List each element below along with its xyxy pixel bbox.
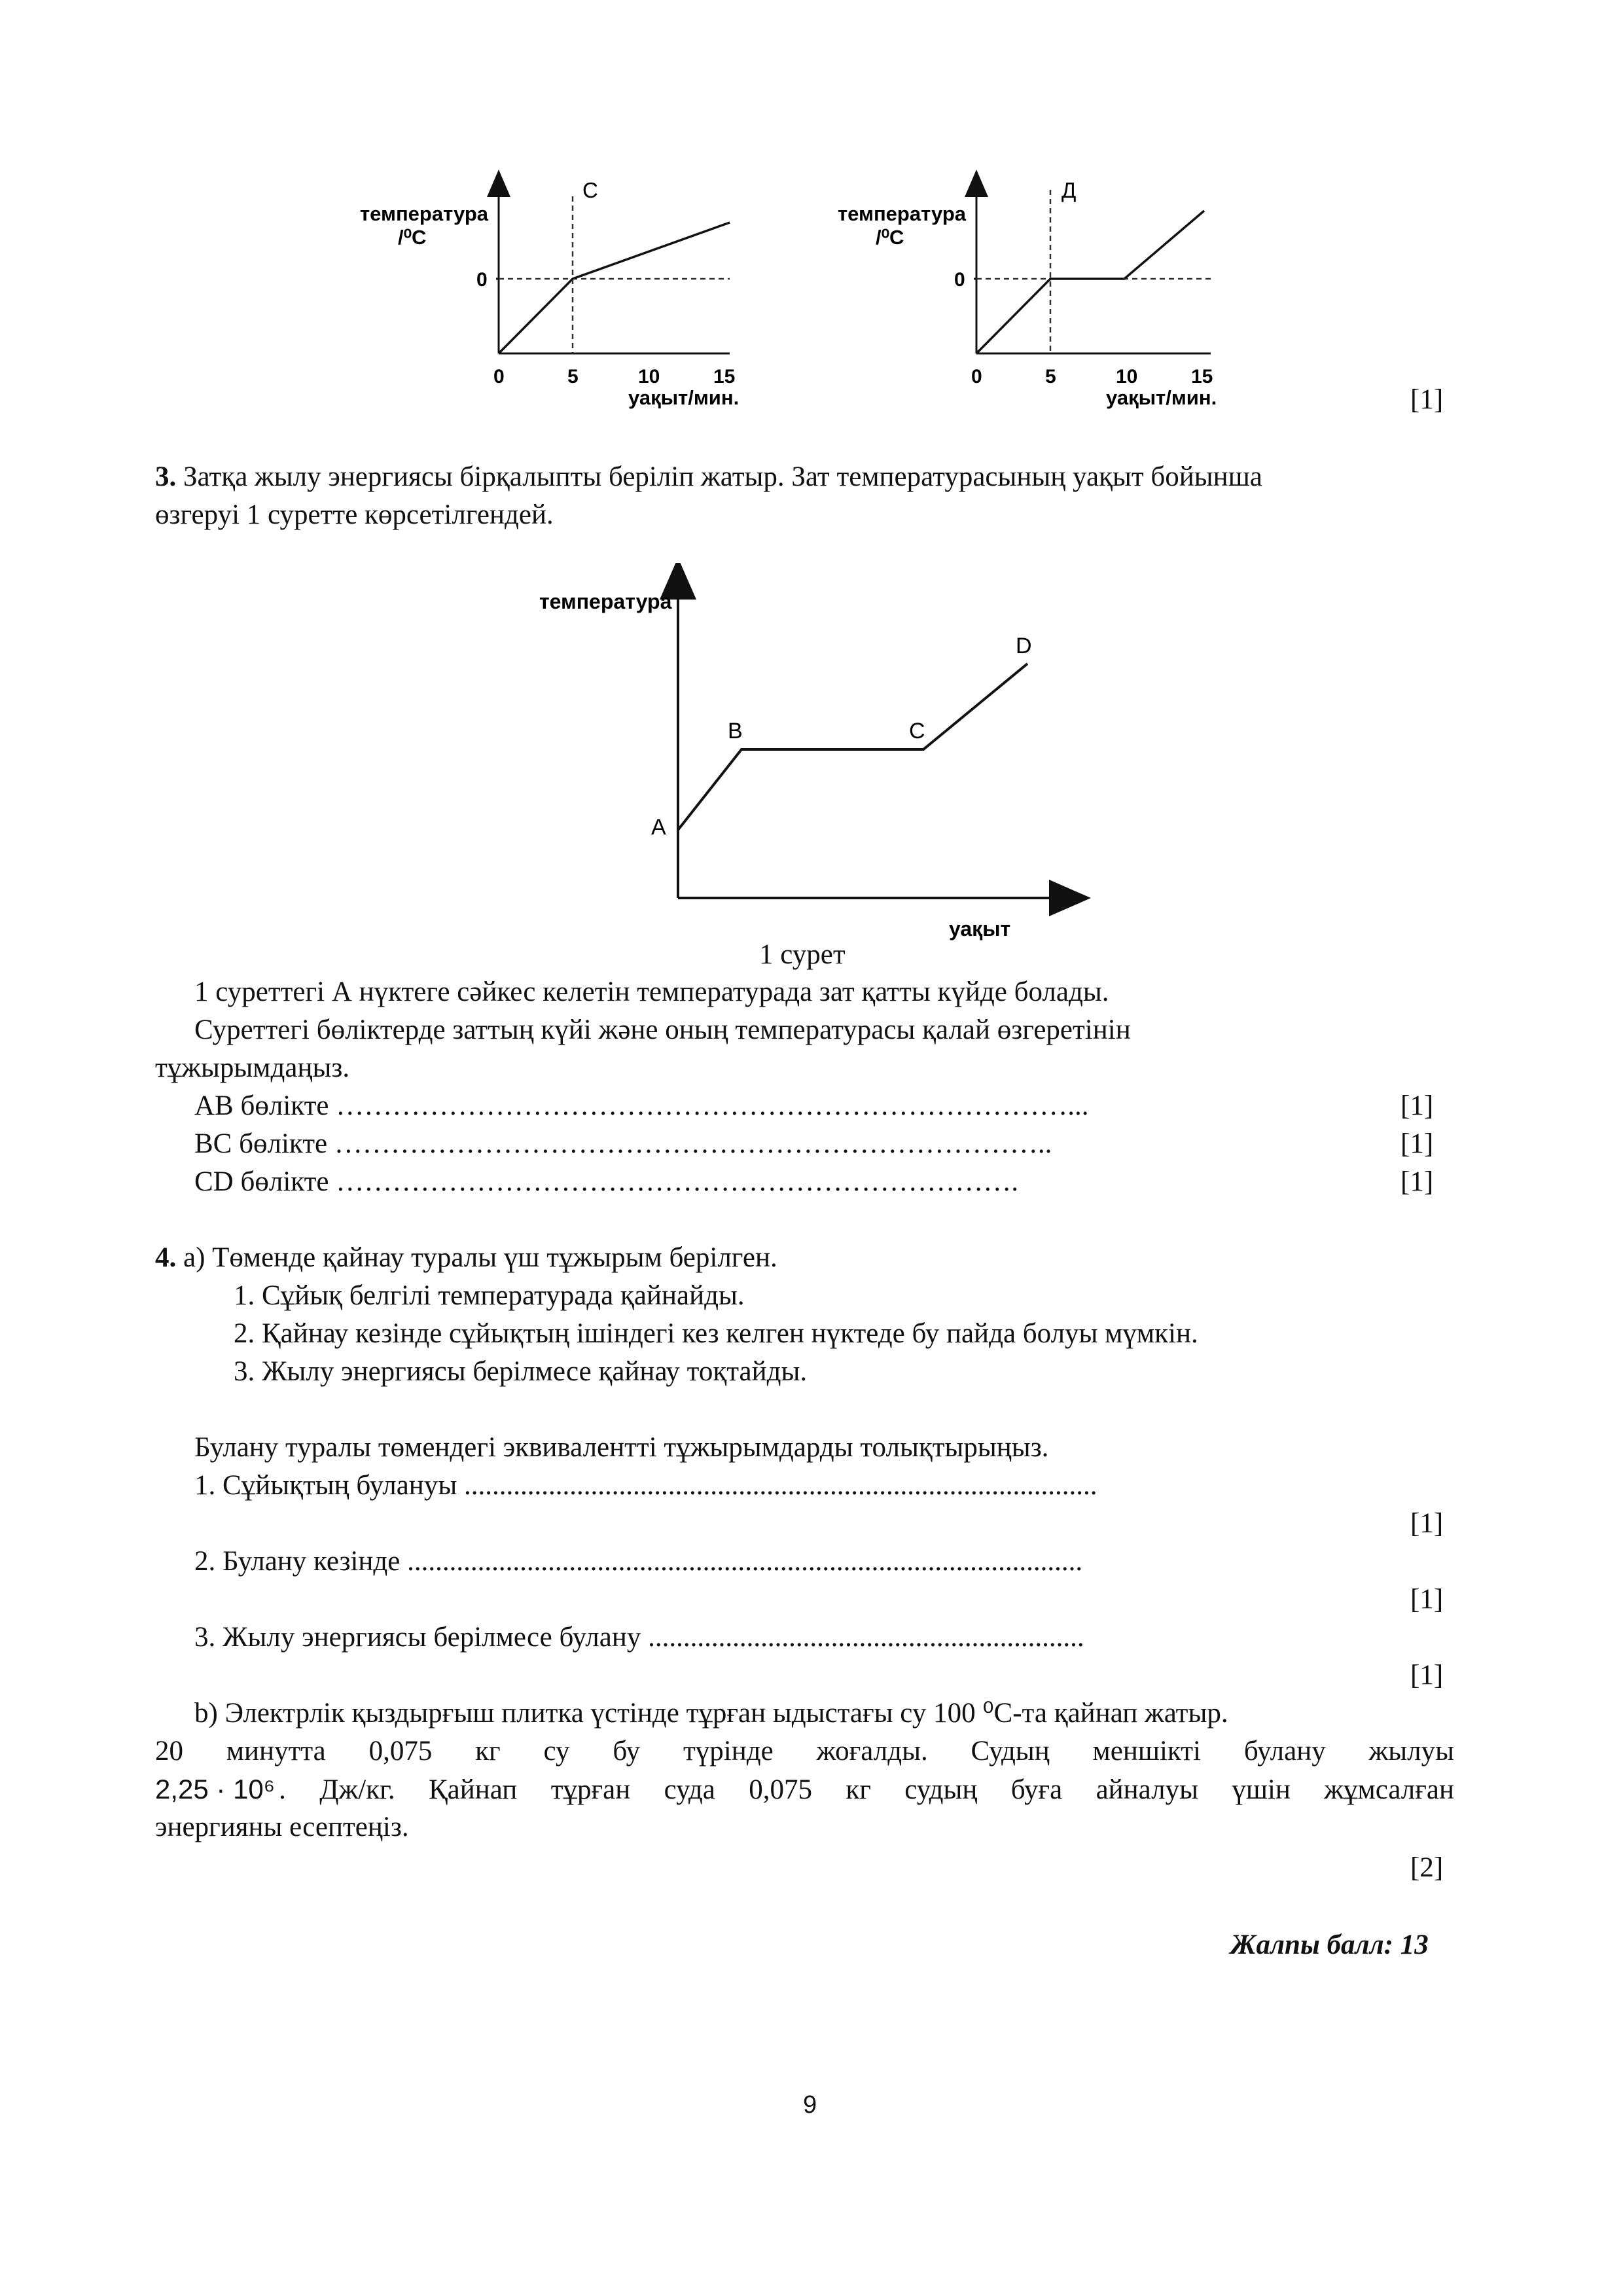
q3-row-cd-mark: [1]	[1400, 1166, 1434, 1197]
graph-right-xtick-5: 5	[1045, 366, 1056, 387]
q4-b-mark: [2]	[1410, 1852, 1444, 1883]
q3-text-line1: Затқа жылу энергиясы бірқалыпты беріліп жатыр. Зат температурасының уақыт бойынша	[183, 461, 1262, 492]
figure-1-ylabel: температура	[539, 590, 672, 613]
q3-row-ab: AB бөлікте ……………………………………………………………………...	[194, 1090, 1089, 1121]
q3-row-ab-mark: [1]	[1400, 1090, 1434, 1121]
figure-1	[524, 563, 1113, 942]
q3-row-bc: BC бөлікте …………………………………………………………………..	[194, 1128, 1052, 1159]
q4-evap-item-3: 3. Жылу энергиясы берілмесе булану ..............................................................	[194, 1622, 1084, 1653]
q4-evap-item-1-mark: [1]	[1410, 1508, 1444, 1539]
q4-statement-1: 1. Сұйық белгілі температурада қайнайды.	[234, 1280, 745, 1311]
graph-left-xtick-0: 0	[493, 366, 505, 387]
q4-evap-item-1: 1. Сұйықтың булануы ..........................................................................................	[194, 1470, 1097, 1501]
q4-b-formula: 2,25 · 10⁶	[155, 1774, 276, 1804]
figure-1-point-a: A	[651, 815, 666, 840]
q3-row-bc-mark: [1]	[1400, 1128, 1434, 1159]
q4-intro: а) Төменде қайнау туралы үш тұжырым берілген.	[183, 1242, 777, 1273]
graph-left-xtick-5: 5	[567, 366, 579, 387]
q4-number: 4.	[155, 1242, 177, 1273]
q3-para2-line2: тұжырымдаңыз.	[155, 1052, 350, 1083]
q4-b-line1: b) Электрлік қыздырғыш плитка үстінде тұрған ыдыстағы су 100 ⁰С-та қайнап жатыр.	[194, 1698, 1228, 1729]
q3-number: 3.	[155, 461, 177, 492]
graph-right-xtick-10: 10	[1116, 366, 1138, 387]
graph-right-xlabel: уақыт/мин.	[1106, 386, 1217, 409]
graph-right-ylabel-1: температура	[838, 202, 967, 225]
figure-1-point-c: C	[909, 719, 925, 744]
graphs-mark: [1]	[1410, 384, 1444, 415]
graph-left-ylabel-1: температура	[360, 202, 489, 225]
graph-left-ylabel-2: /⁰C	[398, 226, 427, 249]
graph-right-curve	[976, 211, 1204, 353]
graph-left-zero: 0	[476, 269, 488, 291]
q4-b-line4: энергияны есептеңіз.	[155, 1812, 409, 1842]
q4-evap-item-2: 2. Булану кезінде ................................................................................................	[194, 1546, 1083, 1577]
q4-b-line3	[155, 1770, 1454, 1809]
graph-left-xlabel: уақыт/мин.	[628, 386, 740, 409]
q4-statement-3: 3. Жылу энергиясы берілмесе қайнау тоқтайды.	[234, 1356, 808, 1387]
graph-right-dashed-label: Д	[1061, 178, 1077, 202]
graph-left-xtick-15: 15	[713, 366, 736, 387]
figure-1-point-d: D	[1016, 634, 1032, 658]
q4-statement-2: 2. Қайнау кезінде сұйықтың ішіндегі кез келген нүктеде бу пайда болуы мүмкін.	[234, 1318, 1198, 1349]
graph-right	[818, 157, 1250, 419]
total-score: Жалпы балл: 13	[1230, 1929, 1429, 1960]
graph-left-dashed-label: C	[582, 178, 598, 202]
q3-line2: өзгеруі 1 суретте көрсетілгендей.	[155, 499, 554, 530]
q4-evap-intro: Булану туралы төмендегі эквивалентті тұжырымдарды толықтырыңыз.	[194, 1432, 1049, 1463]
q3-row-cd: CD бөлікте ……………………………………………………………….	[194, 1166, 1018, 1197]
q4-evap-item-2-mark: [1]	[1410, 1584, 1444, 1615]
page-number: 9	[803, 2091, 817, 2119]
graph-left-xtick-10: 10	[638, 366, 660, 387]
figure-1-point-b: B	[728, 719, 743, 744]
figure-1-curve	[678, 664, 1027, 830]
q3-para2-line1: Суреттегі бөліктерде заттың күйі және оның температурасы қалай өзгеретінін	[194, 1014, 1131, 1045]
q4-intro-line	[155, 1239, 777, 1277]
q4-b-line2: 20 минутта 0,075 кг су бу түрінде жоғалды. Судың меншікті булану жылуы	[155, 1736, 1454, 1767]
graph-right-xtick-0: 0	[971, 366, 982, 387]
q4-evap-item-3-mark: [1]	[1410, 1660, 1444, 1691]
graph-right-ylabel-2: /⁰C	[876, 226, 904, 249]
figure-1-caption: 1 сурет	[759, 939, 846, 970]
figure-1-xlabel: уақыт	[949, 917, 1011, 941]
graph-right-zero: 0	[954, 269, 965, 291]
graph-left	[340, 157, 759, 419]
q3-para1: 1 суреттегі А нүктеге сәйкес келетін температурада зат қатты күйде болады.	[194, 977, 1109, 1007]
graph-right-xtick-15: 15	[1191, 366, 1213, 387]
q3-line1	[155, 458, 1454, 496]
graph-left-curve	[499, 223, 730, 353]
q4-b-line3-rest: . Дж/кг. Қайнап тұрған суда 0,075 кг судың буға айналуы үшін жұмсалған	[279, 1774, 1454, 1805]
